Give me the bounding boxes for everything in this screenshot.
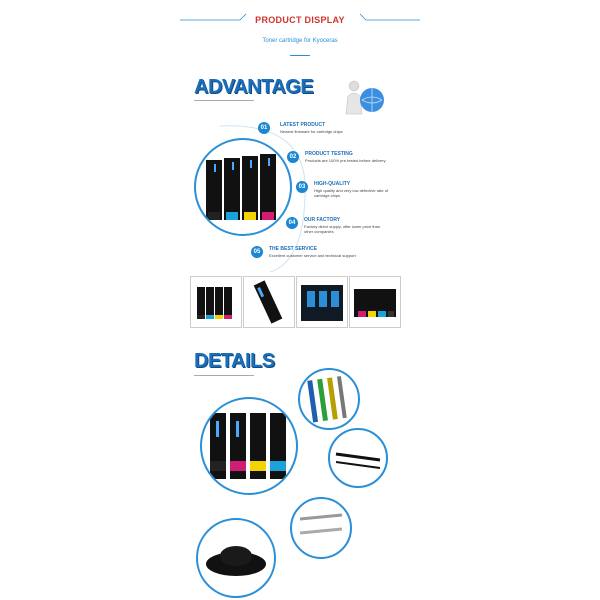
- details-heading: DETAILS: [194, 350, 275, 372]
- feature-number-badge: 03: [296, 181, 308, 193]
- wiper-blade-icon: [330, 430, 386, 486]
- subtitle-divider: [290, 55, 310, 56]
- feature-title: HIGH-QUALITY: [314, 181, 351, 187]
- toner-powder-icon: [198, 520, 274, 596]
- feature-description: Factory direct supply, offer lower price than other companies: [304, 224, 381, 234]
- product-thumbnail: [349, 276, 401, 328]
- magnetic-roller-icon: [292, 499, 350, 557]
- detail-rollers-circle: [298, 368, 360, 430]
- feature-title: THE BEST SERVICE: [269, 246, 317, 252]
- cartridge-closeup-image: [297, 277, 347, 327]
- product-thumbnail: [243, 276, 295, 328]
- feature-title: LATEST PRODUCT: [280, 122, 326, 128]
- cartridges-angle-image: [350, 277, 400, 327]
- feature-description: Products are 100% pre-tested before delivery: [305, 158, 386, 163]
- feature-title: OUR FACTORY: [304, 217, 341, 223]
- opc-drum-icon: [300, 370, 358, 428]
- cartridges-detail-image: [202, 399, 296, 493]
- details-underline: [194, 375, 254, 376]
- detail-rods-circle: [290, 497, 352, 559]
- feature-number-badge: 05: [251, 246, 263, 258]
- feature-title: PRODUCT TESTING: [305, 151, 353, 157]
- feature-number-badge: 02: [287, 151, 299, 163]
- page-subtitle: Toner cartridge for Kyoceras: [262, 38, 338, 44]
- product-thumbnail: [190, 276, 242, 328]
- feature-description: Excellent customer service and technical support: [269, 253, 356, 258]
- person-globe-icon: [340, 76, 388, 120]
- feature-item: [287, 151, 386, 163]
- feature-item: [296, 181, 389, 198]
- single-cartridge-image: [244, 277, 294, 327]
- product-thumbnail: [296, 276, 348, 328]
- advantage-heading: ADVANTAGE: [194, 76, 314, 98]
- feature-item: [258, 122, 343, 134]
- advantage-underline: [194, 100, 254, 101]
- feature-description: High quality and very low defective rate of cartridge chips: [314, 188, 389, 198]
- feature-item: [251, 246, 356, 258]
- detail-blades-circle: [328, 428, 388, 488]
- cartridges-set-image: [191, 277, 241, 327]
- feature-number-badge: 04: [286, 217, 298, 229]
- detail-cartridges-circle: [200, 397, 298, 495]
- page-title: PRODUCT DISPLAY: [255, 15, 345, 25]
- feature-item: [286, 217, 381, 234]
- feature-description: Newest firmware for cartridge chips: [280, 129, 343, 134]
- feature-number-badge: 01: [258, 122, 270, 134]
- detail-powder-circle: [196, 518, 276, 598]
